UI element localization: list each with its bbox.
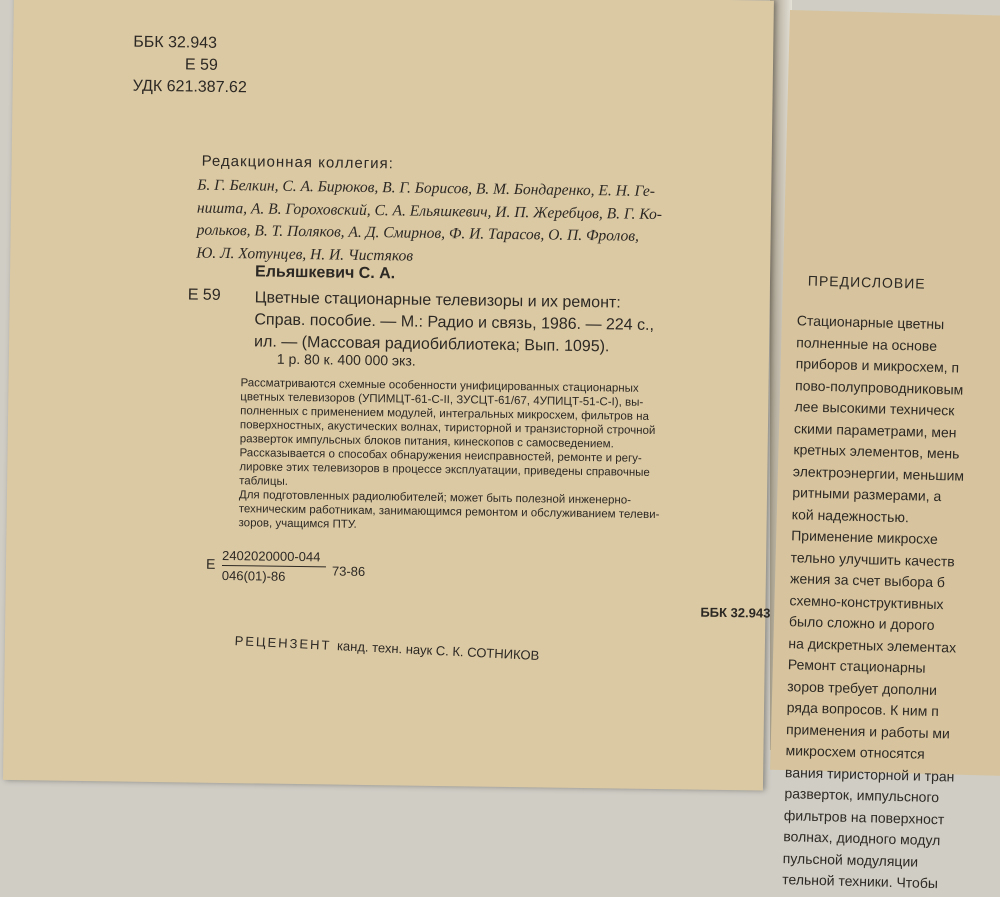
text-line: пульсной модуляции (782, 849, 919, 870)
text-line: ритными размерами, а (792, 484, 942, 505)
annotation (238, 376, 661, 536)
code-numerator: 2402020000-044 (222, 548, 327, 567)
author-name: Ельяшкевич С. А. (254, 263, 396, 283)
text-line: зоров требует дополни (787, 677, 938, 698)
reviewer-line (234, 633, 539, 663)
text-line: пово-полупроводниковым (794, 376, 964, 398)
text-line: разверток импульсных блоков питания, кинескопов с самосведением. (239, 433, 614, 451)
text-line: Стационарные цветны (796, 312, 945, 333)
text-line: ряда вопросов. К ним п (786, 699, 940, 720)
bbk-code: ББК 32.943 (133, 33, 218, 52)
preface-title: ПРЕДИСЛОВИЕ (807, 272, 926, 292)
text-line: тельно улучшить качеств (790, 548, 955, 569)
code-letter: Е (205, 555, 216, 572)
text-line: Б. Г. Белкин, С. А. Бирюков, В. Г. Борисов, В. М. Бондаренко, Е. Н. Ге- (197, 176, 656, 200)
text-line: схемно-конструктивных (789, 591, 944, 612)
reviewer-name: канд. техн. наук С. К. СОТНИКОВ (336, 638, 540, 664)
text-line: Цветные стационарные телевизоры и их ремонт: (254, 289, 621, 312)
text-line: вания тиристорной и тран (784, 763, 955, 785)
editorial-board-members (196, 175, 662, 271)
text-line: Для подготовленных радиолюбителей; может быть полезной инженерно- (238, 489, 632, 507)
price-and-print-run: 1 р. 80 к. 400 000 экз. (276, 350, 416, 369)
text-line: кретных элементов, мень (793, 441, 960, 462)
text-line: применения и работы ми (785, 720, 951, 741)
text-line: таблицы. (239, 475, 289, 488)
text-line: разверток, импульсного (784, 785, 940, 806)
text-line: рольков, В. Т. Поляков, А. Д. Смирнов, Ф. И. Тарасов, О. П. Фролов, (196, 221, 640, 245)
text-line: скими параметрами, мен (793, 419, 957, 441)
bibliographic-description (254, 287, 654, 359)
catalog-index: Е 59 (187, 286, 221, 304)
text-line: лировке этих телевизоров в процессе эксплуатации, приведены справочные (239, 461, 650, 479)
text-line: на дискретных элементах (788, 634, 957, 656)
text-line: ил. — (Массовая радиобиблиотека; Вып. 1095). (253, 333, 610, 356)
text-line: зоров, учащимся ПТУ. (238, 517, 357, 531)
text-line: поверхностных, акустических волнах, тиристорной и транзисторной строчной (239, 419, 656, 437)
text-line: тельной техники. Чтобы (782, 871, 939, 892)
text-line: волнах, диодного модул (783, 828, 941, 849)
right-page (770, 10, 1000, 892)
text-line: было сложно и дорого (788, 613, 935, 633)
text-line: полненные на основе (796, 333, 938, 354)
text-line: Рассматриваются схемные особенности унифицированных стационарных (240, 377, 639, 395)
text-line: Применение микросхе (791, 527, 939, 548)
text-line: Справ. пособие. — М.: Радио и связь, 1986. — 224 с., (254, 311, 655, 334)
preface-text (782, 310, 968, 895)
text-line: лее высокими техническ (794, 398, 955, 419)
text-line: электроэнергии, меньшим (792, 462, 965, 484)
text-line: кой надежностью. (791, 505, 910, 525)
text-line: жения за счет выбора б (789, 570, 946, 591)
text-line: Рассказывается о способах обнаружения неисправностей, ремонте и регу- (239, 447, 642, 465)
editorial-board-title: Редакционная коллегия: (201, 152, 394, 173)
text-line: фильтров на поверхност (783, 806, 945, 827)
udk-code: УДК 621.387.62 (132, 77, 247, 97)
left-page (3, 0, 774, 791)
text-line: ништа, А. В. Гороховский, С. А. Ельяшкевич, И. П. Жеребцов, В. Г. Ко- (196, 199, 663, 223)
text-line: приборов и микросхем, п (795, 355, 960, 376)
code-denominator: 046(01)-86 (221, 567, 286, 584)
text-line: техническим работникам, занимающимся ремонтом и обслуживанием телеви- (238, 503, 660, 522)
text-line: полненных с применением модулей, интегральных микросхем, фильтров на (240, 405, 649, 423)
reviewer-label: РЕЦЕНЗЕНТ (234, 633, 332, 653)
author-sign: Е 59 (184, 56, 219, 74)
text-line: микросхем относятся (785, 742, 925, 762)
text-line: цветных телевизоров (УПИМЦТ-61-С-II, ЗУСЦТ-61/67, 4УПИЦТ-51-С-I), вы- (240, 391, 644, 409)
text-line: Ремонт стационарны (787, 656, 926, 676)
classification-codes (133, 32, 248, 100)
code-suffix: 73-86 (331, 563, 366, 579)
text-line: Ю. Л. Хотунцев, Н. И. Чистяков (196, 244, 414, 265)
bbk-code-bottom: ББК 32.943 (700, 604, 771, 621)
